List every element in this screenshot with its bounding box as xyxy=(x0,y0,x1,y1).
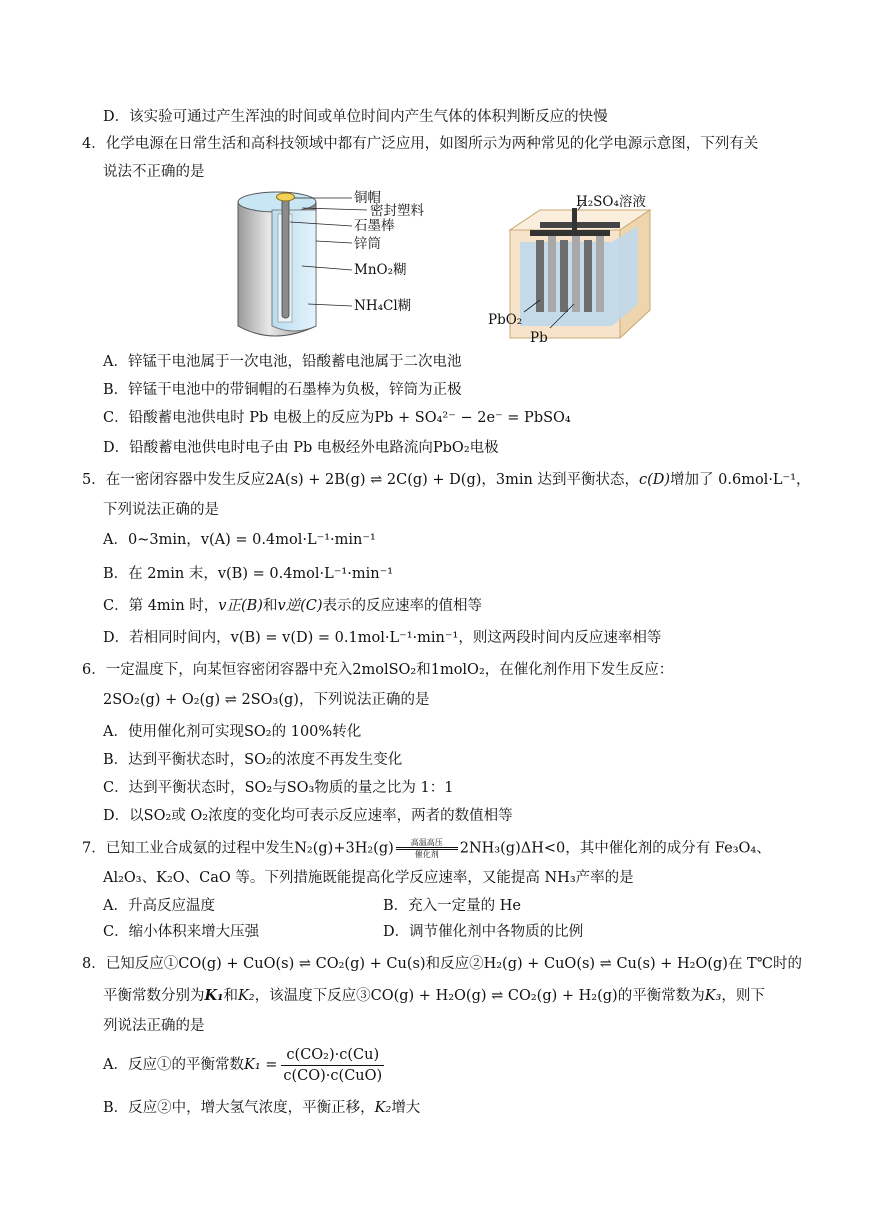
q7-stem-line1: 7．已知工业合成氨的过程中发生N₂(g)+3H₂(g) 高温高压 催化剂 2NH₃(g)ΔH<0，其中催化剂的成分有 Fe₃O₄、 xyxy=(82,838,771,859)
q7-option-a: A．升高反应温度 xyxy=(103,898,215,914)
label-copper-cap: 铜帽 xyxy=(354,190,381,206)
label-mno2-paste: MnO₂糊 xyxy=(354,262,407,278)
q4-option-a: A．锌锰干电池属于一次电池，铅酸蓄电池属于二次电池 xyxy=(103,354,462,370)
lead-acid-battery-figure xyxy=(500,200,660,348)
q6-option-d: D．以SO₂或 O₂浓度的变化均可表示反应速率，两者的数值相等 xyxy=(103,808,513,824)
label-nh4cl-paste: NH₄Cl糊 xyxy=(354,298,412,314)
q8-stem-line2: 平衡常数分别为K₁和K₂，该温度下反应③CO(g) + H₂O(g) ⇌ CO₂(g) + H₂(g)的平衡常数为K₃，则下 xyxy=(103,987,765,1004)
q5-stem-line2: 下列说法正确的是 xyxy=(103,502,219,518)
q7-stem-line2: Al₂O₃、K₂O、CaO 等。下列措施既能提高化学反应速率，又能提高 NH₃产率的是 xyxy=(103,870,634,886)
q5-equation: 2A(s) + 2B(g) ⇌ 2C(g) + D(g) xyxy=(265,472,482,488)
equilibrium-constant-fraction: $\frac{\text{c(CO₂)·c(Cu)}}{\text{c(CO)·c(CuO)}}$ xyxy=(283,1046,383,1084)
q8-option-b: B．反应②中，增大氢气浓度，平衡正移，K₂增大 xyxy=(103,1100,421,1116)
q4-option-b: B．锌锰干电池中的带铜帽的石墨棒为负极，锌筒为正极 xyxy=(103,382,462,398)
label-h2so4-solution: H₂SO₄溶液 xyxy=(576,194,646,210)
q8-stem-line1: 8．已知反应①CO(g) + CuO(s) ⇌ CO₂(g) + Cu(s)和反应②H₂(g) + CuO(s) ⇌ Cu(s) + H₂O(g)在 T℃时的 xyxy=(82,956,802,972)
q8-stem-line3: 列说法正确的是 xyxy=(103,1018,205,1034)
q5-option-b: B．在 2min 末，v(B) = 0.4mol·L⁻¹·min⁻¹ xyxy=(103,566,394,582)
q8-option-a: A．反应①的平衡常数K₁ = $\frac{\text{c(CO₂)·c(Cu)}}{\text{c(CO)·c(CuO)}}$ xyxy=(103,1046,383,1084)
q6-option-a: A．使用催化剂可实现SO₂的 100%转化 xyxy=(103,724,362,740)
q5-option-d: D．若相同时间内，v(B) = v(D) = 0.1mol·L⁻¹·min⁻¹，则这两段时间内反应速率相等 xyxy=(103,630,662,646)
q6-option-b: B．达到平衡状态时，SO₂的浓度不再发生变化 xyxy=(103,752,403,768)
q7-option-b: B．充入一定量的 He xyxy=(383,898,521,914)
q4-stem-line2: 说法不正确的是 xyxy=(103,164,205,180)
q6-equation: 2SO₂(g) + O₂(g) ⇌ 2SO₃(g) xyxy=(103,692,299,708)
label-zinc-can: 锌筒 xyxy=(354,236,381,252)
q3-option-d: D．该实验可通过产生浑浊的时间或单位时间内产生气体的体积判断反应的快慢 xyxy=(103,109,608,125)
q5-option-c: C．第 4min 时，v正(B)和v逆(C)表示的反应速率的值相等 xyxy=(103,598,483,614)
label-sealing-plastic: 密封塑料 xyxy=(370,203,424,219)
label-pbo2: PbO₂ xyxy=(488,312,523,328)
q6-stem-line2: 2SO₂(g) + O₂(g) ⇌ 2SO₃(g)，下列说法正确的是 xyxy=(103,692,430,708)
q4-option-d: D．铅酸蓄电池供电时电子由 Pb 电极经外电路流向PbO₂电极 xyxy=(103,440,499,456)
q4-option-c: C．铅酸蓄电池供电时 Pb 电极上的反应为Pb + SO₄²⁻ − 2e⁻ = PbSO₄ xyxy=(103,410,571,426)
q4-option-c-equation: Pb + SO₄²⁻ − 2e⁻ = PbSO₄ xyxy=(374,410,571,426)
q7-reaction-arrow: 高温高压 催化剂 xyxy=(394,838,460,859)
dry-battery-figure xyxy=(232,186,462,346)
label-pb: Pb xyxy=(530,330,548,346)
label-graphite-rod: 石墨棒 xyxy=(354,218,395,234)
q5-option-a: A．0~3min，v(A) = 0.4mol·L⁻¹·min⁻¹ xyxy=(103,532,376,548)
q7-option-c: C．缩小体积来增大压强 xyxy=(103,924,260,940)
q6-option-c: C．达到平衡状态时，SO₂与SO₃物质的量之比为 1：1 xyxy=(103,780,454,796)
q4-stem-line1: 4．化学电源在日常生活和高科技领域中都有广泛应用，如图所示为两种常见的化学电源示意图，下列有关 xyxy=(82,136,759,152)
q6-stem-line1: 6．一定温度下，向某恒容密闭容器中充入2molSO₂和1molO₂，在催化剂作用下发生反应： xyxy=(82,662,674,678)
q7-option-d: D．调节催化剂中各物质的比例 xyxy=(383,924,584,940)
q5-stem-line1: 5．在一密闭容器中发生反应2A(s) + 2B(g) ⇌ 2C(g) + D(g)，3min 达到平衡状态，c(D)增加了 0.6mol·L⁻¹， xyxy=(82,472,811,488)
